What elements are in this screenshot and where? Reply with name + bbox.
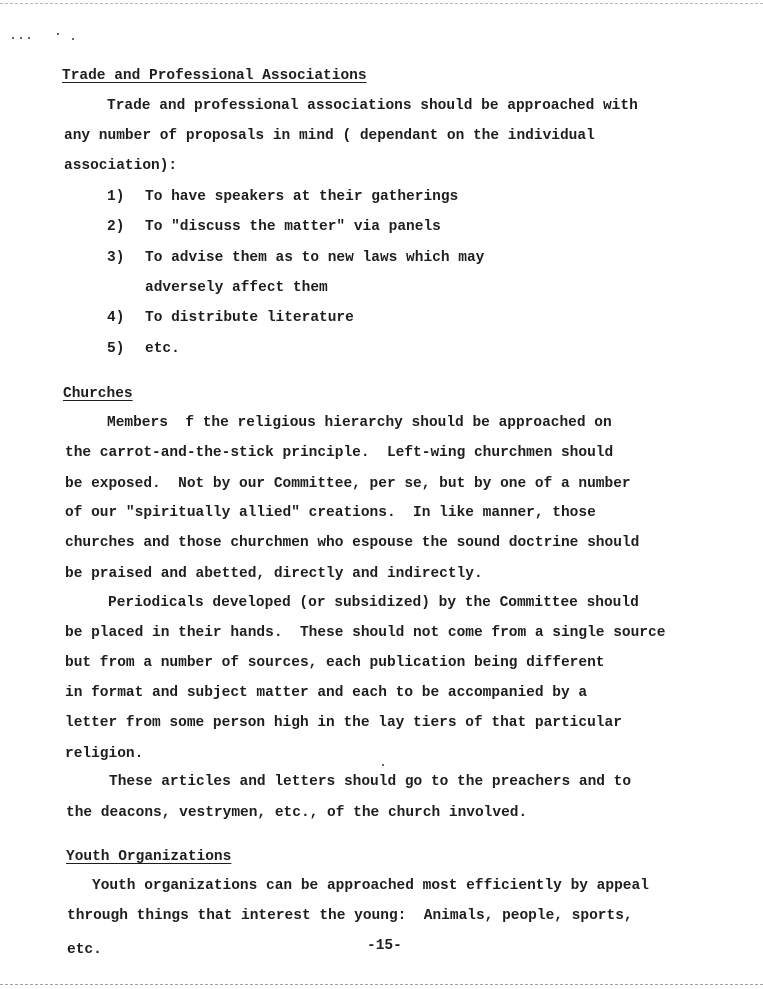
paragraph-line: letter from some person high in the lay tiers of that particular [65, 715, 622, 731]
stray-mark [12, 37, 14, 39]
paragraph-line: of our "spiritually allied" creations. In like manner, those [65, 505, 596, 521]
paragraph-line: in format and subject matter and each to be accompanied by a [65, 685, 588, 701]
list-item-number: 4) [107, 310, 125, 326]
section-heading-churches: Churches [63, 386, 133, 402]
paragraph-line: but from a number of sources, each publication being different [65, 655, 605, 671]
stray-mark [20, 37, 22, 39]
page-number: -15- [367, 938, 402, 954]
paragraph-line: Members f the religious hierarchy should be approached on [107, 415, 612, 431]
paragraph-line: through things that interest the young: Animals, people, sports, [67, 908, 633, 924]
list-item-text: To advise them as to new laws which may [145, 250, 485, 266]
stray-mark [28, 37, 30, 39]
paragraph-line: Trade and professional associations should be approached with [107, 98, 638, 114]
list-item-text: To distribute literature [145, 310, 354, 326]
paragraph-line: Youth organizations can be approached most efficiently by appeal [92, 878, 649, 894]
paragraph-line: be praised and abetted, directly and indirectly. [65, 566, 483, 582]
list-item-number: 1) [107, 189, 125, 205]
paragraph-line: be placed in their hands. These should not come from a single source [65, 625, 666, 641]
list-item-number: 5) [107, 341, 125, 357]
section-heading-trade: Trade and Professional Associations [62, 68, 367, 84]
bottom-edge-divider [0, 984, 763, 985]
list-item-text: etc. [145, 341, 180, 357]
paragraph-line: Periodicals developed (or subsidized) by the Committee should [108, 595, 639, 611]
list-item-number: 3) [107, 250, 125, 266]
section-heading-youth: Youth Organizations [66, 849, 232, 865]
top-edge-divider [0, 3, 763, 4]
paragraph-line: be exposed. Not by our Committee, per se, but by one of a number [65, 476, 631, 492]
paragraph-line: etc. [67, 942, 102, 958]
paragraph-line: the deacons, vestrymen, etc., of the church involved. [66, 805, 528, 821]
paragraph-line: These articles and letters should go to the preachers and to [109, 774, 632, 790]
paragraph-line: religion. [65, 746, 144, 762]
stray-mark [72, 38, 74, 40]
paragraph-line: association): [64, 158, 178, 174]
paragraph-line: any number of proposals in mind ( dependant on the individual [64, 128, 595, 144]
stray-mark [382, 764, 384, 766]
list-item-text: adversely affect them [145, 280, 328, 296]
list-item-number: 2) [107, 219, 125, 235]
list-item-text: To have speakers at their gatherings [145, 189, 459, 205]
paragraph-line: the carrot-and-the-stick principle. Left-wing churchmen should [65, 445, 614, 461]
stray-mark [57, 33, 59, 35]
list-item-text: To "discuss the matter" via panels [145, 219, 441, 235]
paragraph-line: churches and those churchmen who espouse the sound doctrine should [65, 535, 640, 551]
